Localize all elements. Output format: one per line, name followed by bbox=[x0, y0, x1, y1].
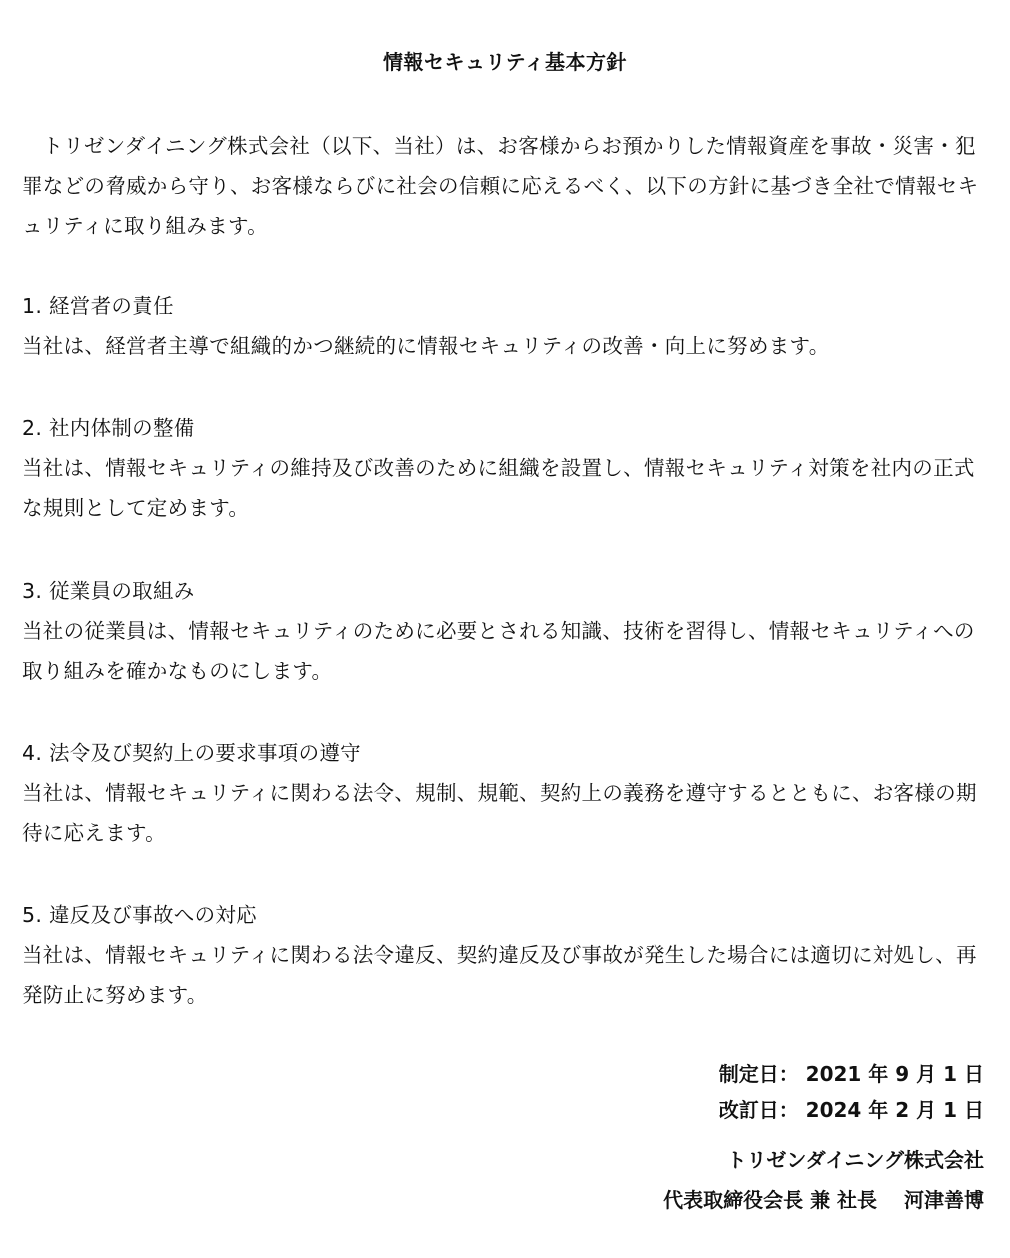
section-body: 当社は、情報セキュリティの維持及び改善のために組織を設置し、情報セキュリティ対策を社内の正式な規則として定めます。 bbox=[22, 456, 975, 520]
representative-name: 代表取締役会長 兼 社長 河津善博 bbox=[663, 1188, 984, 1212]
section-heading: 1. 経営者の責任 bbox=[22, 294, 174, 318]
established-date: 制定日： 2021 年 9 月 1 日 bbox=[718, 1062, 984, 1086]
policy-section-3 bbox=[22, 571, 988, 691]
revised-date: 改訂日： 2024 年 2 月 1 日 bbox=[718, 1098, 984, 1122]
policy-section-4 bbox=[22, 733, 988, 853]
section-body: 当社は、情報セキュリティに関わる法令違反、契約違反及び事故が発生した場合には適切に対処し、再発防止に努めます。 bbox=[22, 943, 977, 1007]
policy-section-2 bbox=[22, 408, 988, 528]
intro-paragraph: トリゼンダイニング株式会社（以下、当社）は、お客様からお預かりした情報資産を事故・災害・犯罪などの脅威から守り、お客様ならびに社会の信頼に応えるべく、以下の方針に基づき全社で情報セキュリティに取り組みます。 bbox=[22, 134, 979, 238]
company-name: トリゼンダイニング株式会社 bbox=[726, 1148, 984, 1172]
section-heading: 4. 法令及び契約上の要求事項の遵守 bbox=[22, 741, 361, 765]
policy-dates bbox=[719, 1056, 984, 1128]
signature-block bbox=[663, 1140, 984, 1220]
policy-section-5 bbox=[22, 895, 988, 1015]
section-body: 当社は、経営者主導で組織的かつ継続的に情報セキュリティの改善・向上に努めます。 bbox=[22, 334, 830, 358]
section-heading: 5. 違反及び事故への対応 bbox=[22, 903, 257, 927]
section-heading: 2. 社内体制の整備 bbox=[22, 416, 195, 440]
page-title: 情報セキュリティ基本方針 bbox=[383, 50, 627, 74]
section-body: 当社は、情報セキュリティに関わる法令、規制、規範、契約上の義務を遵守するとともに、お客様の期待に応えます。 bbox=[22, 781, 977, 845]
section-heading: 3. 従業員の取組み bbox=[22, 579, 195, 603]
policy-section-1 bbox=[22, 286, 988, 366]
section-body: 当社の従業員は、情報セキュリティのために必要とされる知識、技術を習得し、情報セキュリティへの取り組みを確かなものにします。 bbox=[22, 619, 975, 683]
